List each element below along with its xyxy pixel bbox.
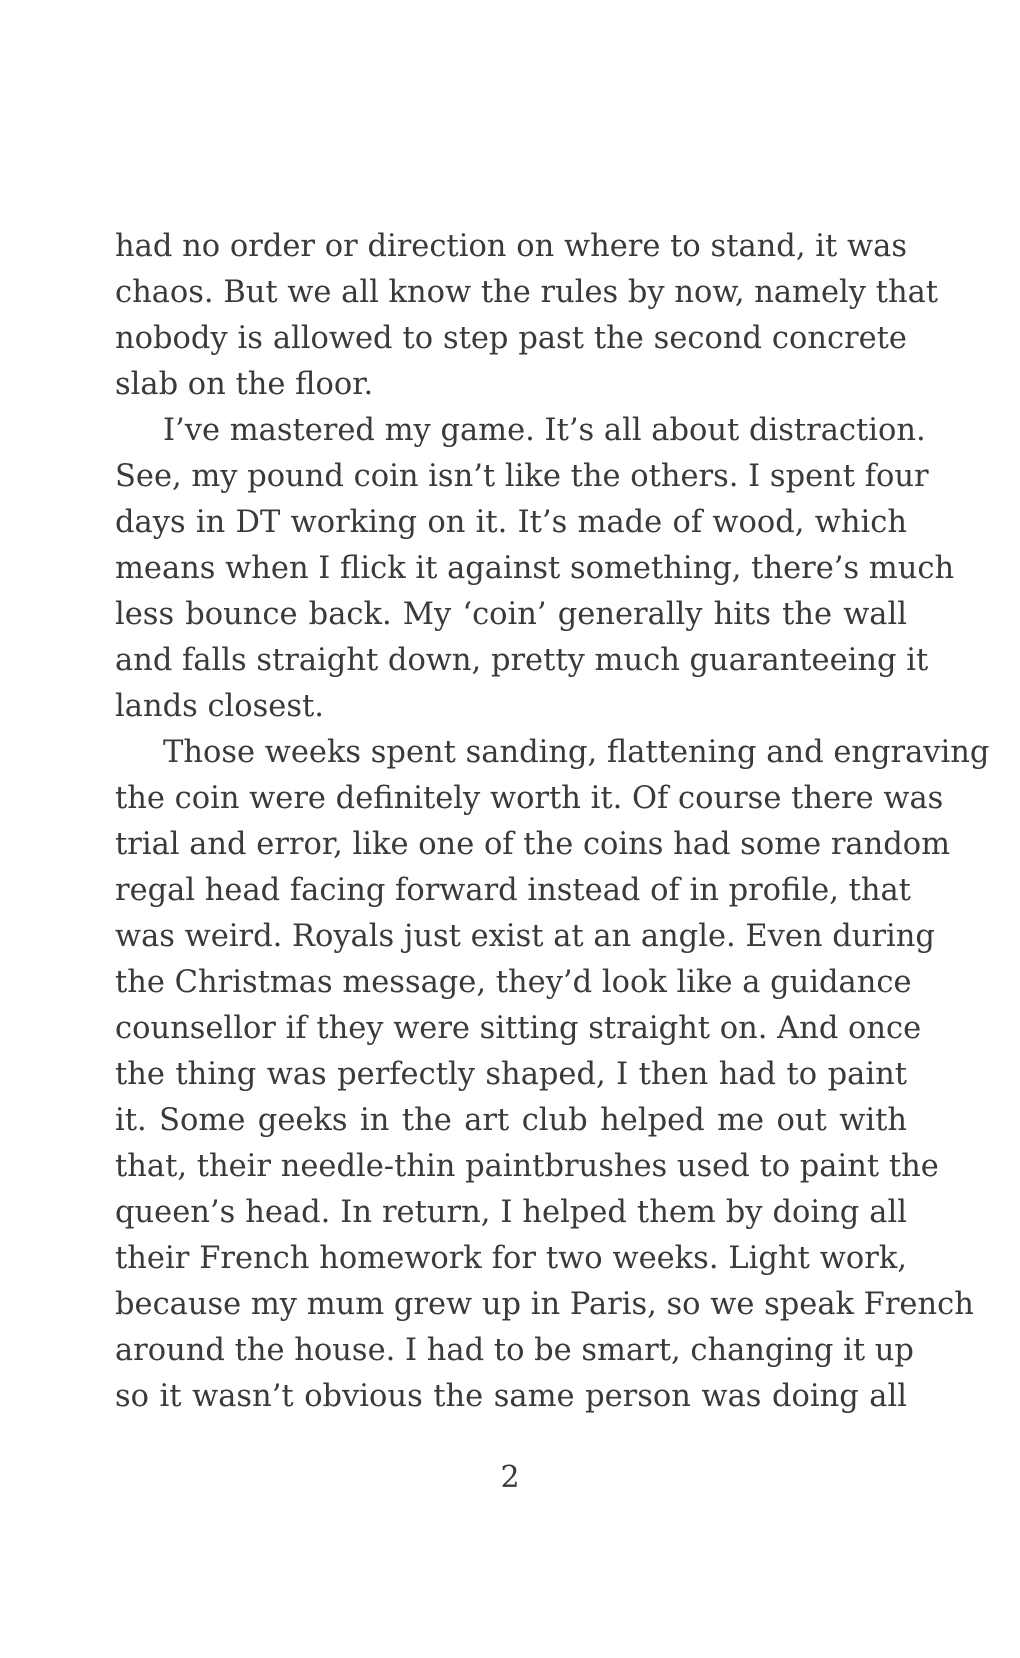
text-line: their French homework for two weeks. Light work,: [115, 1241, 907, 1276]
text-line: chaos. But we all know the rules by now, namely that: [115, 275, 939, 310]
text-line: days in DT working on it. It’s made of wood, which: [115, 505, 907, 540]
text-line: lands closest.: [115, 689, 324, 724]
text-line: trial and error, like one of the coins had some random: [115, 827, 951, 862]
text-line: it. Some geeks in the art club helped me out with: [115, 1103, 907, 1138]
text-line: I’ve mastered my game. It’s all about distraction.: [163, 413, 926, 448]
text-line: slab on the floor.: [115, 367, 374, 402]
text-line: Those weeks spent sanding, flattening and engraving: [163, 735, 990, 770]
body-text: [115, 224, 990, 1420]
page-number: 2: [500, 1460, 520, 1495]
text-line: so it wasn’t obvious the same person was doing all: [115, 1379, 907, 1414]
text-line: the Christmas message, they’d look like a guidance: [115, 965, 912, 1000]
text-line: because my mum grew up in Paris, so we speak French: [115, 1287, 974, 1322]
text-line: the thing was perfectly shaped, I then had to paint: [115, 1057, 907, 1092]
text-line: queen’s head. In return, I helped them by doing all: [115, 1195, 907, 1230]
text-line: See, my pound coin isn’t like the others. I spent four: [115, 459, 929, 494]
text-line: had no order or direction on where to stand, it was: [115, 229, 907, 264]
text-line: around the house. I had to be smart, changing it up: [115, 1333, 914, 1368]
text-line: counsellor if they were sitting straight on. And once: [115, 1011, 922, 1046]
text-line: and falls straight down, pretty much guaranteeing it: [115, 643, 929, 678]
text-line: the coin were definitely worth it. Of course there was: [115, 781, 944, 816]
text-line: less bounce back. My ‘coin’ generally hits the wall: [115, 597, 907, 632]
text-line: that, their needle-thin paintbrushes used to paint the: [115, 1149, 939, 1184]
text-line: was weird. Royals just exist at an angle. Even during: [115, 919, 935, 954]
text-line: means when I flick it against something, there’s much: [115, 551, 955, 586]
text-line: nobody is allowed to step past the second concrete: [115, 321, 907, 356]
text-line: regal head facing forward instead of in profile, that: [115, 873, 911, 908]
